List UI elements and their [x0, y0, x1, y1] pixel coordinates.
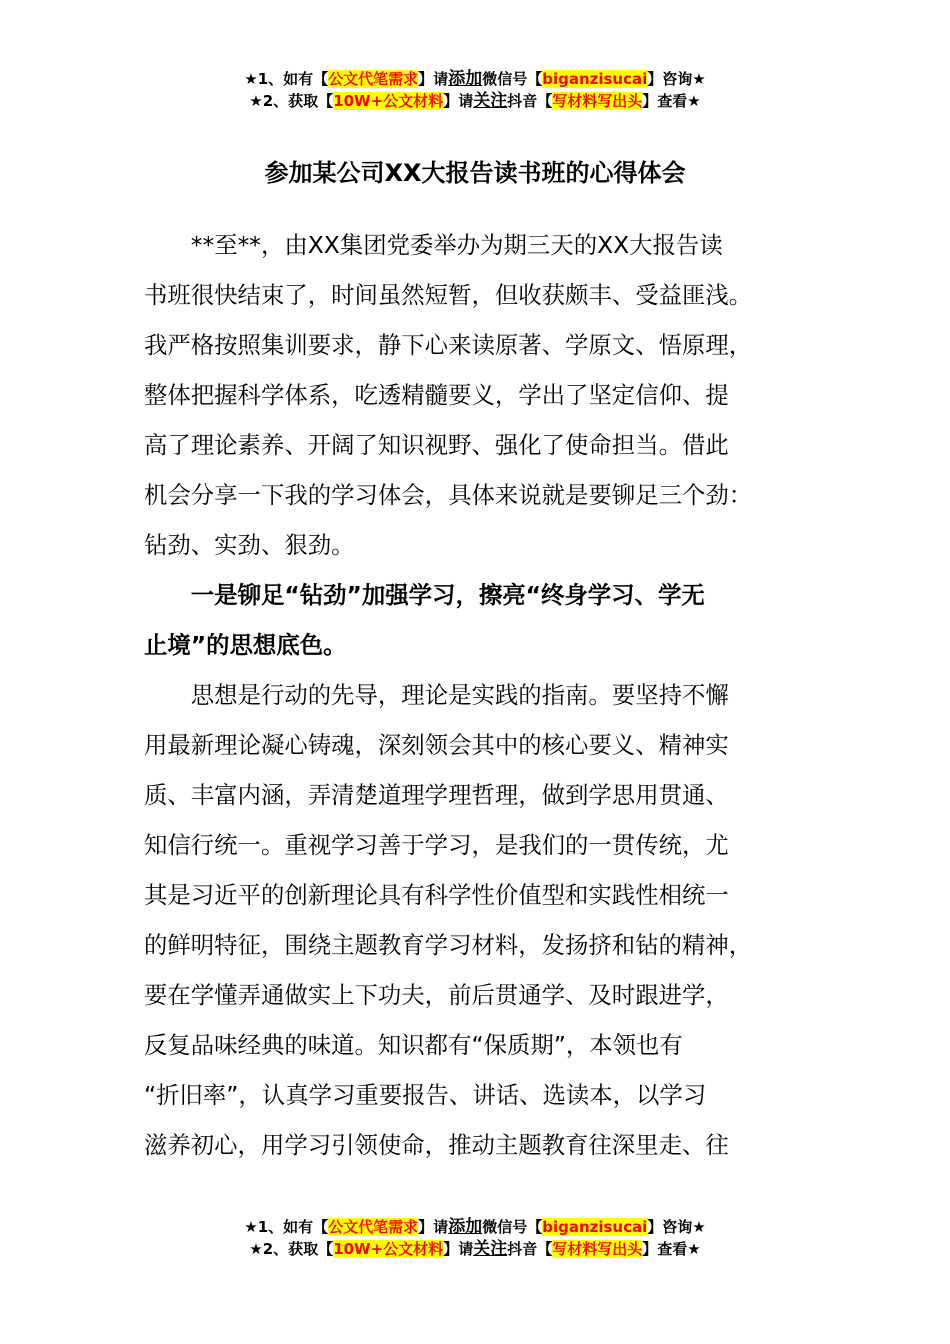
paragraph-intro [144, 220, 808, 570]
paragraph-section-1 [144, 670, 808, 1170]
heading-line: 一是铆足“钻劲”加强学习，擦亮“终身学习、学无 [190, 581, 705, 609]
text-line: 我严格按照集训要求，静下心来读原著、学原文、悟原理， [144, 331, 753, 359]
highlight-materials: 10W+公文材料 [333, 92, 444, 110]
highlight-service: 公文代笔需求 [328, 70, 419, 88]
heading-line: 止境”的思想底色。 [144, 631, 347, 659]
notice-line-1: ★1、如有【公文代笔需求】请添加微信号【biganzisucai】咨询★ [244, 69, 706, 89]
text-line: 钻劲、实劲、狠劲。 [144, 531, 355, 559]
document-title: 参加某公司XX大报告读书班的心得体会 [264, 159, 686, 187]
highlight-service: 公文代笔需求 [328, 1218, 419, 1236]
highlight-materials: 10W+公文材料 [333, 1240, 444, 1258]
text-line: 滋养初心，用学习引领使命，推动主题教育往深里走、往 [144, 1131, 729, 1159]
document-body [144, 220, 808, 1170]
highlight-douyin-account: 写材料写出头 [552, 92, 643, 110]
text-line: “折旧率”，认真学习重要报告、讲话、选读本，以学习 [144, 1081, 707, 1109]
header-notice [0, 68, 950, 112]
text-line: 质、丰富内涵，弄清楚道理学理哲理，做到学思用贯通、 [144, 781, 729, 809]
text-line: 其是习近平的创新理论具有科学性价值型和实践性相统一 [144, 881, 729, 909]
text-line: 整体把握科学体系，吃透精髓要义，学出了坚定信仰、提 [144, 381, 729, 409]
text-line: 要在学懂弄通做实上下功夫，前后贯通学、及时跟进学， [144, 981, 729, 1009]
text-line: 书班很快结束了，时间虽然短暂，但收获颇丰、受益匪浅。 [144, 281, 753, 309]
footer-notice [0, 1216, 950, 1260]
text-line: 知信行统一。重视学习善于学习，是我们的一贯传统，尤 [144, 831, 729, 859]
text-line: 高了理论素养、开阔了知识视野、强化了使命担当。借此 [144, 431, 729, 459]
text-line: 反复品味经典的味道。知识都有“保质期”，本领也有 [144, 1031, 683, 1059]
notice-line-2: ★2、获取【10W+公文材料】请关注抖音【写材料写出头】查看★ [249, 1239, 701, 1259]
highlight-wechat-id: biganzisucai [542, 70, 648, 88]
notice-line-2: ★2、获取【10W+公文材料】请关注抖音【写材料写出头】查看★ [249, 91, 701, 111]
highlight-wechat-id: biganzisucai [542, 1218, 648, 1236]
highlight-douyin-account: 写材料写出头 [552, 1240, 643, 1258]
text-line: **至**，由XX集团党委举办为期三天的XX大报告读 [190, 231, 723, 259]
section-heading-1 [144, 570, 808, 670]
text-line: 思想是行动的先导，理论是实践的指南。要坚持不懈 [190, 681, 729, 709]
notice-line-1: ★1、如有【公文代笔需求】请添加微信号【biganzisucai】咨询★ [244, 1217, 706, 1237]
text-line: 用最新理论凝心铸魂，深刻领会其中的核心要义、精神实 [144, 731, 729, 759]
text-line: 机会分享一下我的学习体会，具体来说就是要铆足三个劲： [144, 481, 753, 509]
text-line: 的鲜明特征，围绕主题教育学习材料，发扬挤和钻的精神， [144, 931, 753, 959]
